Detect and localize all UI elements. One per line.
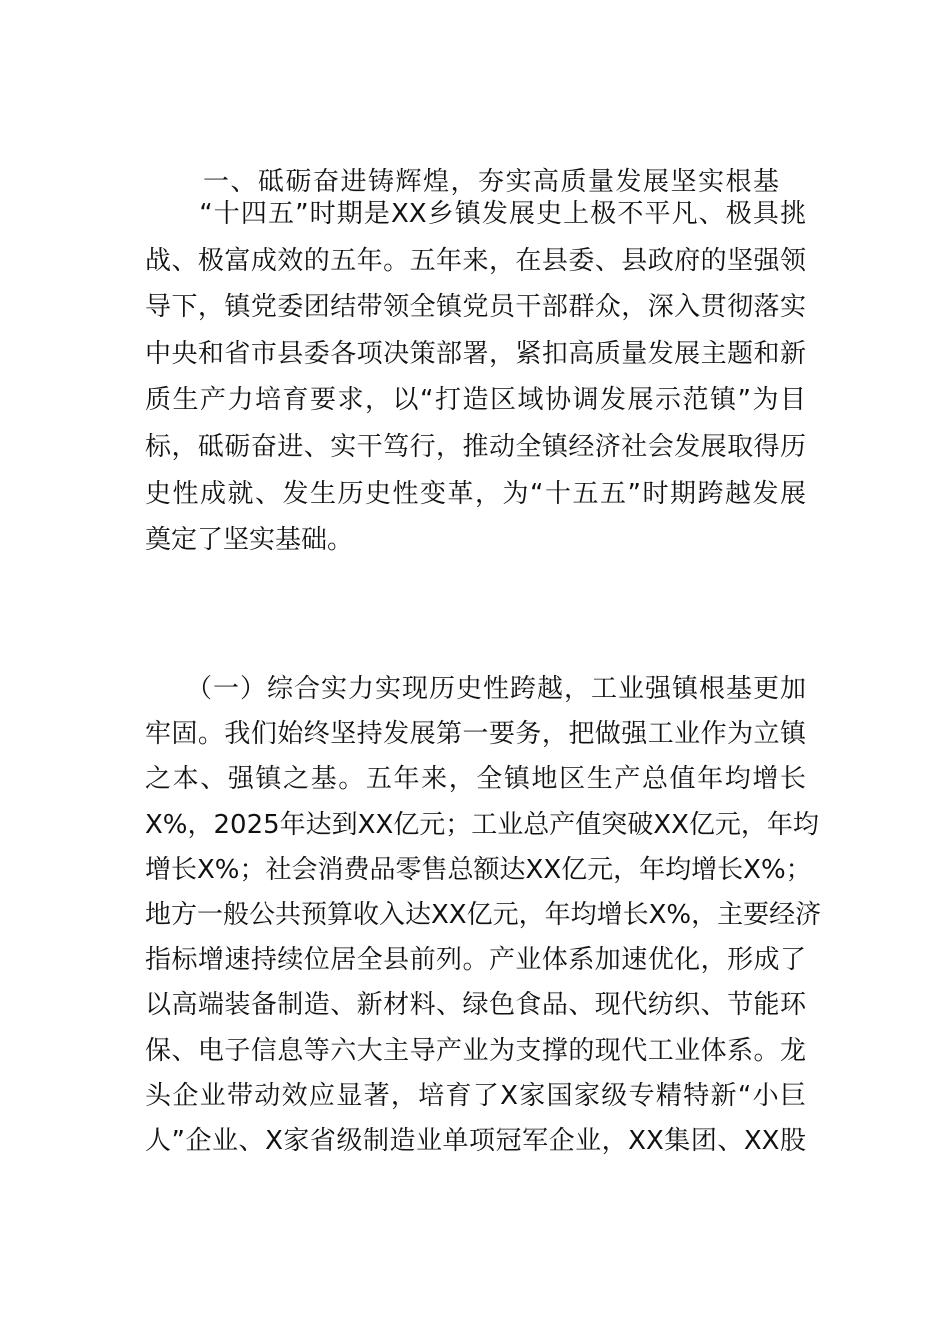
paragraph-economy bbox=[145, 667, 822, 1164]
text-line: 史性成就、发生历史性变革，为“十五五”时期跨越发展 bbox=[145, 478, 806, 509]
text-line: 头企业带动效应显著，培育了X家国家级专精特新“小巨 bbox=[145, 1080, 806, 1111]
text-line: 牢固。我们始终坚持发展第一要务，把做强工业作为立镇 bbox=[145, 719, 806, 750]
text-line: 导下，镇党委团结带领全镇党员干部群众，深入贯彻落实 bbox=[145, 292, 806, 323]
section-heading: 一、砥砺奋进铸辉煌，夯实高质量发展坚实根基 bbox=[203, 167, 781, 197]
text-line: 中央和省市县委各项决策部署，紧扣高质量发展主题和新 bbox=[145, 338, 806, 369]
text-line: 之本、强镇之基。五年来，全镇地区生产总值年均增长 bbox=[145, 764, 806, 795]
text-line: 奠定了坚实基础。 bbox=[145, 525, 354, 556]
text-line: 以高端装备制造、新材料、绿色食品、现代纺织、节能环 bbox=[145, 990, 806, 1021]
text-line: （一）综合实力实现历史性跨越，工业强镇根基更加 bbox=[145, 674, 806, 704]
paragraph-intro bbox=[145, 191, 806, 564]
text-line: 质生产力培育要求，以“打造区域协调发展示范镇”为目 bbox=[145, 385, 806, 416]
text-line: 增长X%；社会消费品零售总额达XX亿元，年均增长X%； bbox=[145, 854, 812, 885]
text-line: 指标增速持续位居全县前列。产业体系加速优化，形成了 bbox=[145, 945, 806, 976]
text-line: 战、极富成效的五年。五年来，在县委、县政府的坚强领 bbox=[145, 245, 806, 276]
text-line: 标，砥砺奋进、实干笃行，推动全镇经济社会发展取得历 bbox=[145, 431, 806, 462]
text-line: 人”企业、X家省级制造业单项冠军企业，XX集团、XX股 bbox=[145, 1125, 806, 1156]
text-line: 地方一般公共预算收入达XX亿元，年均增长X%，主要经济 bbox=[145, 899, 822, 930]
text-line: “十四五”时期是XX乡镇发展史上极不平凡、极具挑 bbox=[145, 199, 806, 229]
text-line: X%，2025年达到XX亿元；工业总产值突破XX亿元，年均 bbox=[145, 809, 819, 840]
text-line: 保、电子信息等六大主导产业为支撑的现代工业体系。龙 bbox=[145, 1035, 806, 1066]
